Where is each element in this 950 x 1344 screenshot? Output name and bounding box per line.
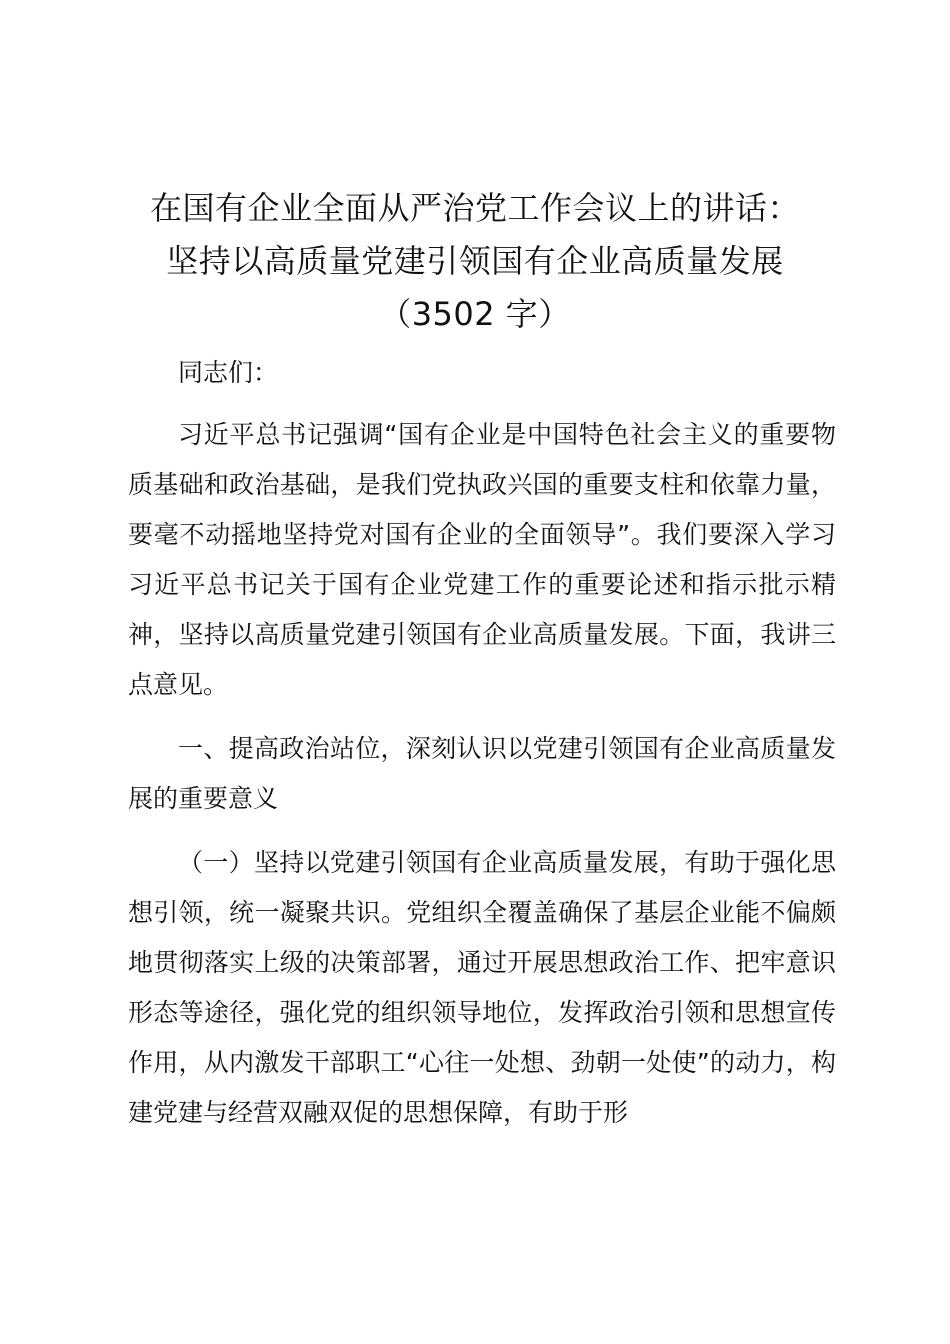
salutation: 同志们： bbox=[178, 358, 279, 387]
subsection-paragraph-1: （一）坚持以党建引领国有企业高质量发展，有助于强化思想引领，统一凝聚共识。党组织全覆盖确保了基层企业能不偏颇地贯彻落实上级的决策部署，通过开展思想政治工作、把牢意识形态等途径，强化党的组织领导地位，发挥政治引领和思想宣传作用，从内激发干部职工“心往一处想、劲朝一处使”的动力，构建党建与经营双融双促的思想保障，有助于形 bbox=[128, 848, 836, 1127]
title-line-2: 坚持以高质量党建引领国有企业高质量发展 bbox=[166, 242, 784, 280]
title-line-3-word-count: （3502 字） bbox=[379, 295, 571, 333]
title-line-1: 在国有企业全面从严治党工作会议上的讲话： bbox=[149, 189, 800, 227]
document-body bbox=[128, 348, 836, 1152]
intro-paragraph: 习近平总书记强调“国有企业是中国特色社会主义的重要物质基础和政治基础，是我们党执政兴国的重要支柱和依靠力量，要毫不动摇地坚持党对国有企业的全面领导”。我们要深入学习习近平总书记关于国有企业党建工作的重要论述和指示批示精神，坚持以高质量党建引领国有企业高质量发展。下面，我讲三点意见。 bbox=[128, 420, 836, 699]
section-heading-1: 一、提高政治站位，深刻认识以党建引领国有企业高质量发展的重要意义 bbox=[128, 734, 836, 813]
document-title bbox=[100, 182, 850, 341]
